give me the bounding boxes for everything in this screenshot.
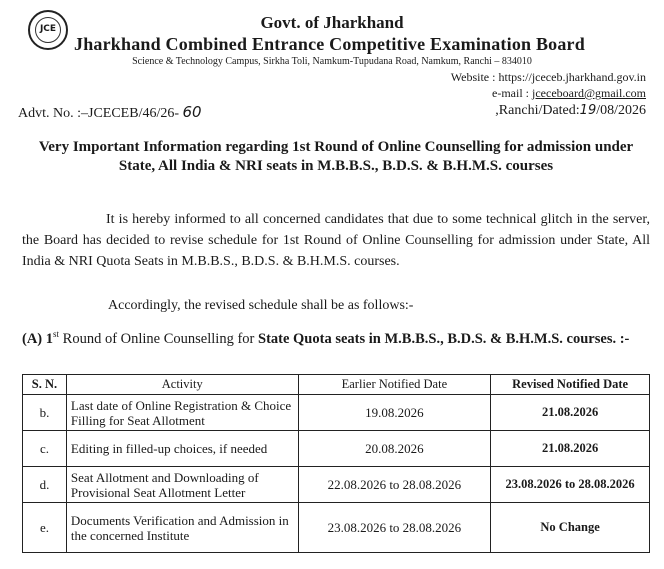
website-link[interactable]: https://jceceb.jharkhand.gov.in: [498, 70, 646, 84]
advt-handwritten-number: 60: [182, 103, 202, 121]
row-activity: Last date of Online Registration & Choice Filling for Seat Allotment: [66, 395, 298, 431]
board-name: Jharkhand Combined Entrance Competitive Examination Board: [74, 34, 585, 54]
section-heading: [22, 325, 652, 349]
letterhead: [0, 0, 664, 100]
row-earlier-date: 20.08.2026: [298, 431, 491, 467]
date-handwritten-day: 19: [579, 103, 597, 118]
row-revised-date: 21.08.2026: [491, 431, 650, 467]
header-activity: Activity: [66, 375, 298, 395]
section-sup: st: [53, 329, 60, 339]
board-address: Science & Technology Campus, Sirkha Toli, Namkum-Tupudana Road, Namkum, Ranchi – 834010: [132, 56, 532, 67]
schedule-intro: Accordingly, the revised schedule shall be as follows:-: [108, 298, 414, 313]
section-label: (A) 1: [22, 330, 54, 347]
row-earlier-date: 19.08.2026: [298, 395, 491, 431]
header-earlier-date: Earlier Notified Date: [298, 375, 491, 395]
row-revised-date: 21.08.2026: [491, 395, 650, 431]
date-line: [495, 103, 646, 119]
row-sn: b.: [23, 395, 67, 431]
advt-number: [18, 103, 202, 122]
website-line: [451, 70, 646, 85]
section-bold-text: State Quota seats in M.B.B.S., B.D.S. & B.H.M.S. courses. :-: [258, 330, 630, 347]
row-activity: Documents Verification and Admission in the concerned Institute: [66, 503, 298, 553]
row-earlier-date: 23.08.2026 to 28.08.2026: [298, 503, 491, 553]
website-label: Website :: [450, 70, 499, 84]
date-prefix: ,Ranchi/Dated:: [495, 103, 580, 118]
table-header-row: [23, 375, 650, 395]
table-row: [23, 467, 650, 503]
date-rest: /08/2026: [596, 103, 646, 118]
row-sn: e.: [23, 503, 67, 553]
email-link[interactable]: jceceboard@gmail.com: [532, 86, 646, 100]
header-sn: S. N.: [23, 375, 67, 395]
advt-prefix: Advt. No. :–JCECEB/46/26-: [18, 106, 180, 121]
row-sn: c.: [23, 431, 67, 467]
logo-emblem: JCE: [35, 17, 61, 43]
email-line: [492, 86, 646, 101]
row-activity: Editing in filled-up choices, if needed: [66, 431, 298, 467]
table-row: [23, 503, 650, 553]
row-revised-date: 23.08.2026 to 28.08.2026: [491, 467, 650, 503]
section-normal-text: Round of Online Counselling for: [59, 330, 258, 347]
header-revised-date: Revised Notified Date: [491, 375, 650, 395]
row-earlier-date: 22.08.2026 to 28.08.2026: [298, 467, 491, 503]
row-activity: Seat Allotment and Downloading of Provisional Seat Allotment Letter: [66, 467, 298, 503]
intro-paragraph: It is hereby informed to all concerned candidates that due to some technical glitch in the server, the Board has decided to revise schedule for 1st Round of Online Counselling for admission under State, All India & NRI Quota Seats in M.B.B.S., B.D.S. & B.H.M.S. courses.: [22, 212, 650, 269]
schedule-table: [22, 374, 650, 553]
row-sn: d.: [23, 467, 67, 503]
notice-title: Very Important Information regarding 1st Round of Online Counselling for admission under State, All India & NRI seats in M.B.B.S., B.D.S. & B.H.M.S. courses: [38, 139, 634, 174]
govt-heading: Govt. of Jharkhand: [260, 13, 404, 32]
table-row: [23, 431, 650, 467]
email-label: e-mail :: [492, 86, 532, 100]
row-revised-date: No Change: [491, 503, 650, 553]
table-row: [23, 395, 650, 431]
